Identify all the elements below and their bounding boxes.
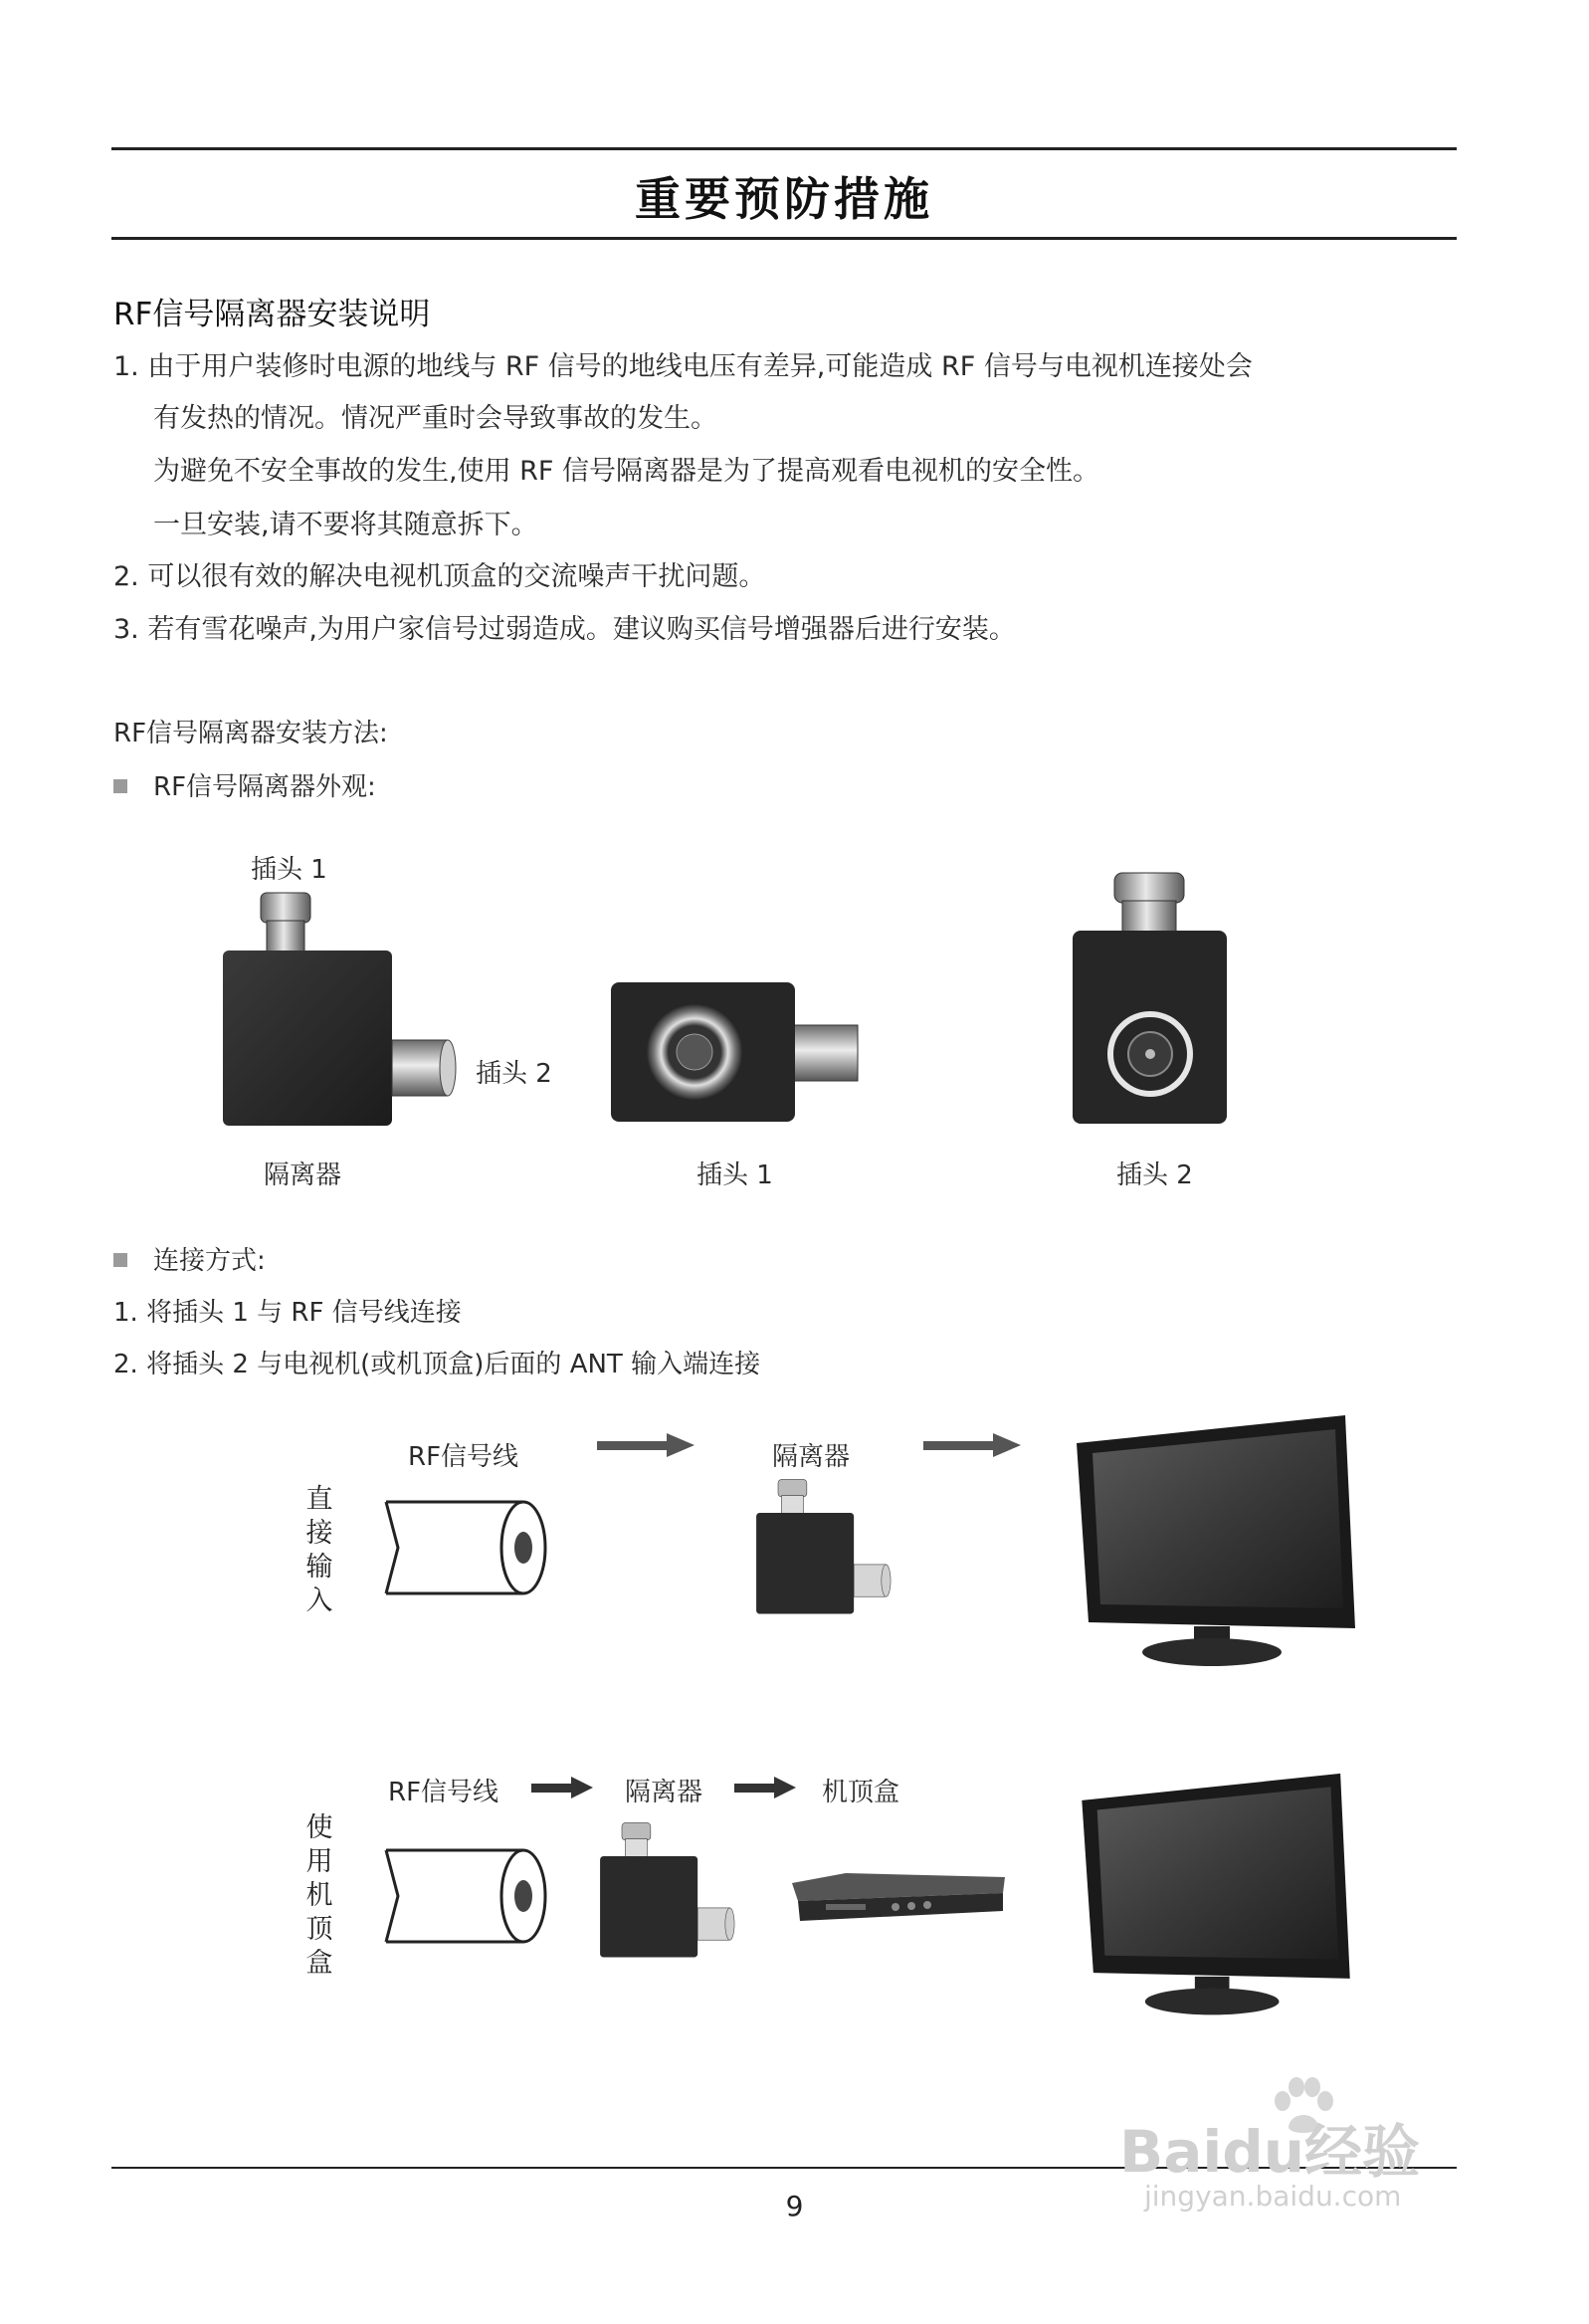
watermark-logo: Baidu经验 xyxy=(1119,2118,1421,2186)
item3: 3. 若有雪花噪声,为用户家信号过弱造成。建议购买信号增强器后进行安装。 xyxy=(113,614,1016,645)
diagram2-side-char: 使 xyxy=(305,1812,333,1843)
item1-line1: 1. 由于用户装修时电源的地线与 RF 信号的地线电压有差异,可能造成 RF 信号与电视机连接处会 xyxy=(113,351,1253,382)
plug2-front-image xyxy=(1065,871,1234,1130)
diagram2-side-char: 盒 xyxy=(305,1948,333,1979)
plug1-top-label: 插头 1 xyxy=(251,855,327,885)
diagram2-tv-image xyxy=(1075,1772,1358,2025)
bullet-square-icon xyxy=(113,779,127,793)
diagram2-rf-cable-image xyxy=(378,1846,547,1946)
diagram1-tv-image xyxy=(1075,1413,1358,1677)
connection-step2: 2. 将插头 2 与电视机(或机顶盒)后面的 ANT 输入端连接 xyxy=(113,1350,761,1379)
item1-line2: 有发热的情况。情况严重时会导致事故的发生。 xyxy=(153,403,717,434)
header-bottom-rule xyxy=(111,237,1457,240)
connection-step1: 1. 将插头 1 与 RF 信号线连接 xyxy=(113,1298,462,1328)
diagram2-isolator-image xyxy=(592,1816,741,1971)
item2: 2. 可以很有效的解决电视机顶盒的交流噪声干扰问题。 xyxy=(113,561,766,592)
diagram1-side-label xyxy=(304,1483,334,1618)
diagram2-side-char: 顶 xyxy=(305,1914,333,1945)
item1-line3: 为避免不安全事故的发生,使用 RF 信号隔离器是为了提高观看电视机的安全性。 xyxy=(153,456,1100,487)
method-heading: RF信号隔离器安装方法: xyxy=(113,719,388,748)
isolator-side-image xyxy=(209,891,468,1140)
plug1-front-image xyxy=(609,980,868,1125)
caption-plug2: 插头 2 xyxy=(1116,1161,1193,1190)
diagram2-arrow-1-icon xyxy=(531,1777,595,1798)
diagram1-isolator-image xyxy=(748,1473,897,1627)
watermark-url: jingyan.baidu.com xyxy=(1144,2180,1402,2213)
caption-plug1: 插头 1 xyxy=(696,1161,773,1190)
page-title: 重要预防措施 xyxy=(635,172,933,226)
section-heading: RF信号隔离器安装说明 xyxy=(113,297,431,332)
diagram1-arrow-2-icon xyxy=(923,1433,1023,1457)
diagram2-arrow-2-icon xyxy=(734,1777,798,1798)
diagram2-isolator-label: 隔离器 xyxy=(625,1778,703,1807)
page-number: 9 xyxy=(785,2190,804,2222)
connection-heading-text: 连接方式: xyxy=(153,1246,266,1276)
item1-line4: 一旦安装,请不要将其随意拆下。 xyxy=(153,510,538,540)
diagram1-arrow-1-icon xyxy=(597,1433,696,1457)
header-top-rule xyxy=(111,147,1457,150)
caption-isolator: 隔离器 xyxy=(264,1161,342,1190)
bullet-square-icon xyxy=(113,1253,127,1267)
diagram2-cable-label: RF信号线 xyxy=(388,1778,499,1807)
plug2-side-label: 插头 2 xyxy=(476,1059,552,1089)
diagram1-cable-label: RF信号线 xyxy=(408,1442,519,1472)
diagram2-side-char: 用 xyxy=(305,1846,333,1877)
appearance-label-text: RF信号隔离器外观: xyxy=(153,772,376,802)
diagram1-rf-cable-image xyxy=(378,1498,547,1597)
connection-heading xyxy=(113,1240,266,1277)
diagram2-set-top-box-image xyxy=(786,1871,1010,1926)
diagram2-side-char: 机 xyxy=(305,1880,333,1911)
diagram2-side-label xyxy=(304,1811,334,1981)
appearance-label xyxy=(113,766,376,803)
diagram1-side-char: 直 xyxy=(305,1484,333,1515)
diagram1-side-char: 入 xyxy=(305,1585,333,1616)
diagram1-side-char: 输 xyxy=(305,1552,333,1583)
diagram2-stb-label: 机顶盒 xyxy=(822,1778,900,1807)
diagram1-side-char: 接 xyxy=(305,1518,333,1549)
diagram1-isolator-label: 隔离器 xyxy=(772,1442,851,1472)
